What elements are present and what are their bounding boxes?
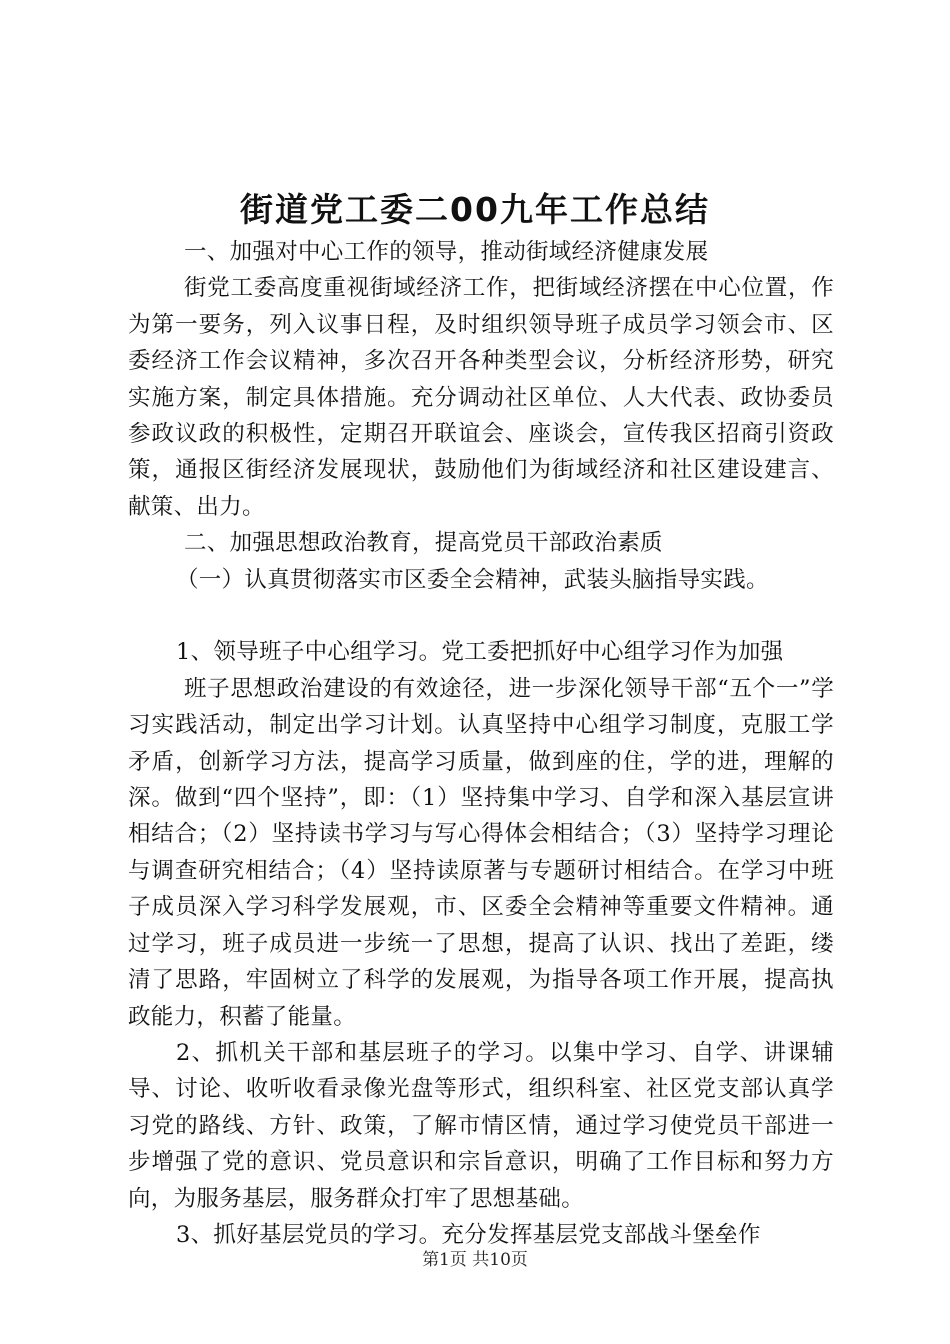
paragraph: 2、抓机关干部和基层班子的学习。以集中学习、自学、讲课辅导、讨论、收听收看录像光盘等形式，组织科室、社区党支部认真学习党的路线、方针、政策，了解市情区情，通过学习使党员干部进一步增强了党的意识、党员意识和宗旨意识，明确了工作目标和努力方向，为服务基层，服务群众打牢了思想基础。 [128,1039,834,1212]
document-body [128,234,834,1253]
paragraph: 3、抓好基层党员的学习。充分发挥基层党支部战斗堡垒作 [176,1221,761,1248]
paragraph: 街党工委高度重视街域经济工作，把街域经济摆在中心位置，作为第一要务，列入议事日程，及时组织领导班子成员学习领会市、区委经济工作会议精神，多次召开各种类型会议，分析经济形势，研究实施方案，制定具体措施。充分调动社区单位、人大代表、政协委员参政议政的积极性，定期召开联谊会、座谈会，宣传我区招商引资政策，通报区街经济发展现状，鼓励他们为街域经济和社区建设建言、献策、出力。 [128,275,834,520]
document-title: 街道党工委二00九年工作总结 [240,190,710,229]
paragraph: 班子思想政治建设的有效途径，进一步深化领导干部“五个一”学习实践活动，制定出学习计划。认真坚持中心组学习制度，克服工学矛盾，创新学习方法，提高学习质量，做到座的住，学的进，理解的深。做到“四个坚持”，即：（1）坚持集中学习、自学和深入基层宣讲相结合；（2）坚持读书学习与写心得体会相结合；（3）坚持学习理论与调查研究相结合；（4）坚持读原著与专题研讨相结合。在学习中班子成员深入学习科学发展观，市、区委全会精神等重要文件精神。通过学习，班子成员进一步统一了思想，提高了认识、找出了差距，缕清了思路，牢固树立了科学的发展观，为指导各项工作开展，提高执政能力，积蓄了能量。 [128,675,834,1030]
section-heading-2: 二、加强思想政治教育，提高党员干部政治素质 [184,530,663,557]
blank-line [128,598,834,634]
paragraph: 1、领导班子中心组学习。党工委把抓好中心组学习作为加强 [176,639,784,666]
subsection-heading: （一）认真贯彻落实市区委全会精神，武装头脑指导实践。 [176,566,769,593]
page-number: 第1页 共10页 [422,1250,528,1270]
section-heading-1: 一、加强对中心工作的领导，推动街域经济健康发展 [184,239,709,265]
